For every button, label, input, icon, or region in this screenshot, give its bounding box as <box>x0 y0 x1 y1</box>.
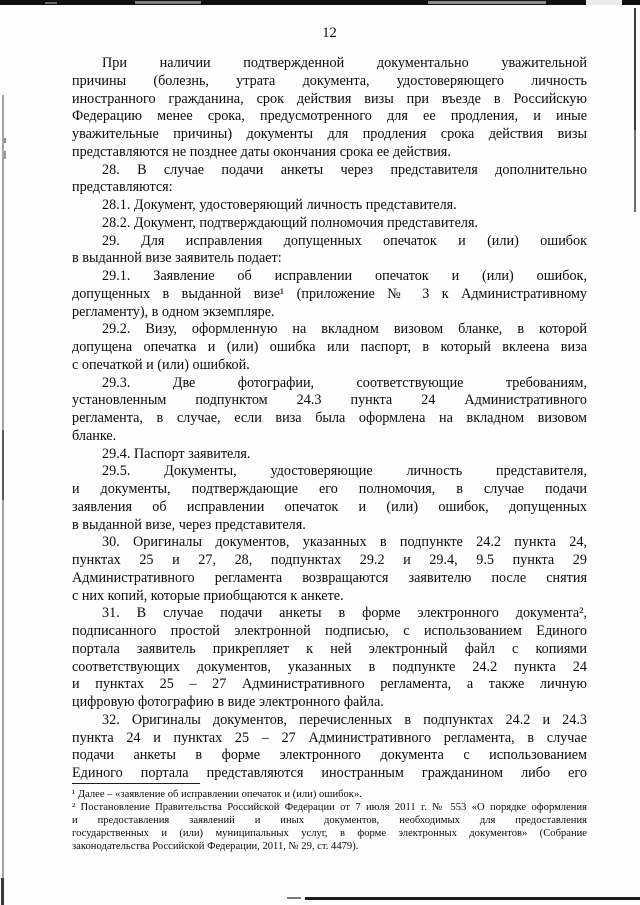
text-line: 30. Оригиналы документов, указанных в подпункте 24.2 пункта 24, <box>102 534 587 551</box>
text-line: в выданной визе заявитель подает: <box>72 250 282 267</box>
text-line: заявления об исправлении опечаток и (или) ошибок, допущенных <box>72 498 587 515</box>
scan-artifact-top-gray-1 <box>135 1 201 4</box>
text-line: 29.3. Две фотографии, соответствующие требованиям, <box>102 374 587 391</box>
text-line: 29.4. Паспорт заявителя. <box>102 445 251 462</box>
paragraph <box>72 268 587 321</box>
paragraph <box>72 375 587 446</box>
text-line: ² Постановление Правительства Российской Федерации от 7 июля 2011 г. № 553 «О порядке оформления <box>72 802 587 813</box>
text-line: цифровую фотографию в виде электронного файла. <box>72 694 384 710</box>
paragraph <box>72 162 587 198</box>
text-line: 32. Оригиналы документов, перечисленных в подпунктах 24.2 и 24.3 <box>102 711 587 728</box>
text-line: допущенных в выданной визе¹ (приложение № 3 к Административному <box>72 285 587 302</box>
page-number: 12 <box>322 25 337 41</box>
text-line: законодательства Российской Федерации, 2011, № 29, ст. 4479). <box>72 841 359 852</box>
scan-artifact-top-gray-2 <box>428 1 546 4</box>
text-line: представляются: <box>72 179 173 196</box>
text-line: причины (болезнь, утрата документа, удостоверяющего личность <box>72 72 587 89</box>
paragraph <box>72 605 587 712</box>
text-line: пунктах 25 и 27, 28, подпунктах 29.2 и 29.4, 9.5 пункта 29 <box>72 552 587 568</box>
text-line: подачи анкеты в форме электронного документа с использованием <box>72 747 587 764</box>
text-line: регламенту), в одном экземпляре. <box>72 303 275 320</box>
text-line: соответствующих документов, указанных в подпункте 24.2 пункта 24 <box>72 658 587 675</box>
text-line: и документы, подтверждающие его полномочия, в случае подачи <box>72 481 587 497</box>
text-line: иностранного гражданина, срок действия визы при въезде в Российскую <box>72 90 587 107</box>
text-line: представляются не позднее даты окончания срока ее действия. <box>72 143 451 160</box>
paragraph <box>72 55 587 162</box>
scan-artifact-left-tick-1 <box>4 138 6 143</box>
paragraph <box>72 321 587 374</box>
text-line: уважительные причины) документы для продления срока действия визы <box>72 126 587 142</box>
scan-artifact-bottom-line <box>305 897 640 900</box>
text-line: 28.2. Документ, подтверждающий полномочия представителя. <box>102 214 479 231</box>
footnote-separator <box>72 783 200 784</box>
text-line: и предоставления заявлений и иных документов, необходимых для предоставления <box>72 815 587 826</box>
scan-artifact-left-tick-2 <box>4 151 6 159</box>
text-line: регламента, в случае, если виза была оформлена на вкладном визовом <box>72 410 587 426</box>
footnote <box>72 801 587 853</box>
text-line: с них копий, которые приобщаются к анкете. <box>72 587 344 604</box>
paragraph <box>72 215 587 233</box>
paragraph <box>72 534 587 605</box>
text-line: портала заявитель прикрепляет к ней электронный файл с копиями <box>72 640 587 657</box>
scan-artifact-left-dark-1 <box>2 430 4 500</box>
scan-artifact-right-line-2 <box>634 130 636 212</box>
scan-artifact-left-dark-2 <box>1 878 4 905</box>
text-line: Административного регламента возвращаются заявителю после снятия <box>72 569 587 586</box>
paragraph <box>72 197 587 215</box>
text-line: 28.1. Документ, удостоверяющий личность представителя. <box>102 197 457 213</box>
text-line: с опечаткой и (или) ошибкой. <box>72 356 250 373</box>
scan-artifact-bottom-dash <box>287 897 301 899</box>
footnotes <box>72 788 587 853</box>
text-line: 28. В случае подачи анкеты через представителя дополнительно <box>102 161 587 178</box>
text-line: 29. Для исправления допущенных опечаток и (или) ошибок <box>102 232 587 249</box>
scan-artifact-top-gap <box>586 0 622 5</box>
footnote <box>72 788 587 801</box>
scan-artifact-left-line <box>2 95 4 905</box>
text-line: и пунктах 25 – 27 Административного регламента, а также личную <box>72 676 587 693</box>
scan-artifact-right-line <box>634 8 636 130</box>
paragraph <box>72 712 587 783</box>
paragraph <box>72 463 587 534</box>
text-line: ¹ Далее – «заявление об исправлении опечаток и (или) ошибок». <box>72 789 362 800</box>
text-line: государственных и (или) муниципальных услуг, в форме электронных документов» (Собрание <box>72 828 587 839</box>
paragraph <box>72 233 587 269</box>
scan-artifact-top-dash <box>45 2 57 4</box>
scan-artifact-top-bar <box>0 0 640 5</box>
text-line: Федерацию менее срока, предусмотренного для ее продления, и иные <box>72 108 587 125</box>
text-line: При наличии подтвержденной документально уважительной <box>102 55 587 71</box>
text-line: 29.1. Заявление об исправлении опечаток и (или) ошибок, <box>102 268 587 284</box>
text-line: Единого портала представляются иностранным гражданином либо его <box>72 765 587 781</box>
text-line: установленным подпунктом 24.3 пункта 24 Административного <box>72 392 587 409</box>
paragraph <box>72 446 587 464</box>
text-line: подписанного простой электронной подписью, с использованием Единого <box>72 623 587 639</box>
text-line: 29.5. Документы, удостоверяющие личность представителя, <box>102 463 587 480</box>
text-line: в выданной визе, через представителя. <box>72 516 306 533</box>
text-line: 31. В случае подачи анкеты в форме электронного документа², <box>102 605 587 622</box>
text-line: пункта 24 и пунктах 25 – 27 Административного регламента, в случае <box>72 729 587 746</box>
text-line: бланке. <box>72 427 117 444</box>
document-body <box>72 55 587 783</box>
text-line: допущена опечатка и (или) ошибка или паспорт, в который вклеена виза <box>72 339 587 355</box>
text-line: 29.2. Визу, оформленную на вкладном визовом бланке, в которой <box>102 321 587 338</box>
